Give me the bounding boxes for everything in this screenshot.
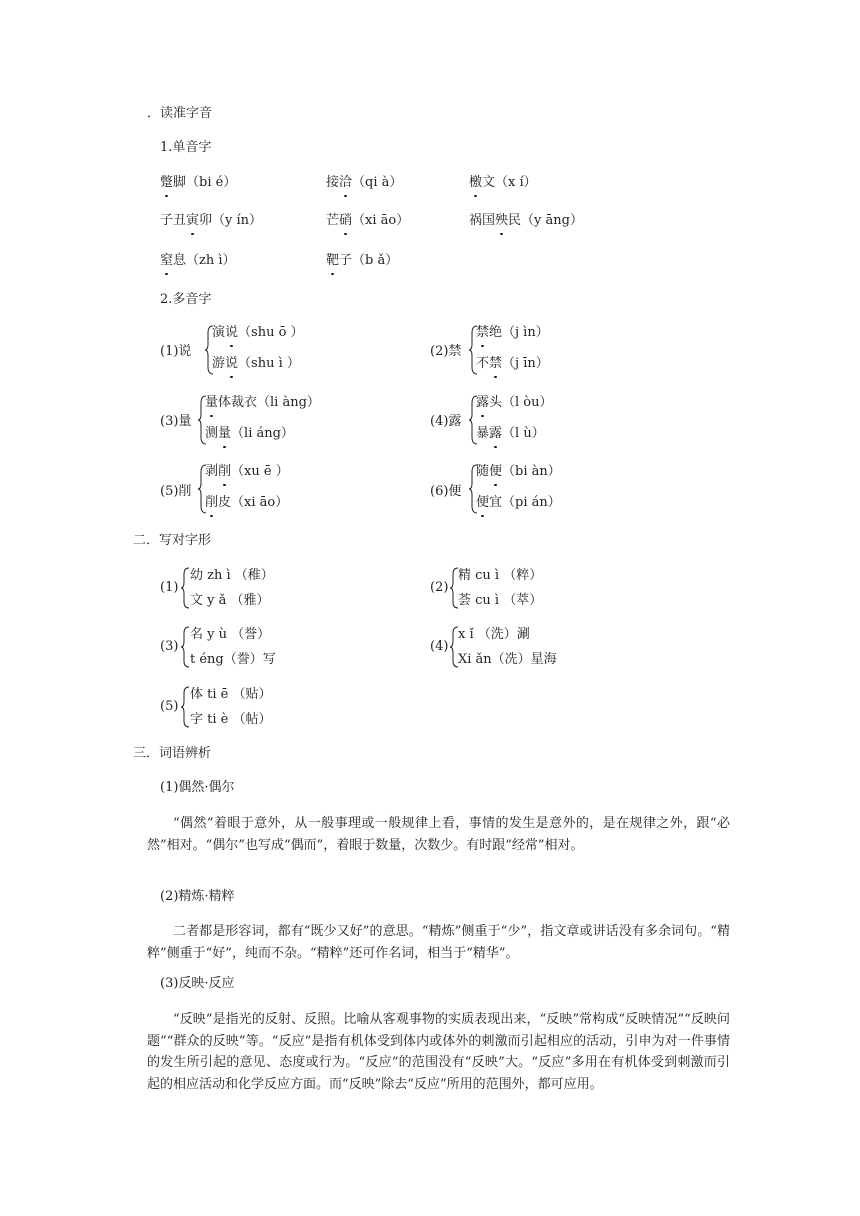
multi-tone-heading: 2.多音字 — [160, 292, 212, 307]
group-item: 剥削（xu ē ） — [205, 464, 289, 479]
single-item: 子丑寅卯（y ín） — [160, 213, 263, 228]
group-item: 体 ti ē （贴） — [190, 687, 272, 702]
group-label: (5) — [160, 699, 179, 714]
single-tone-heading: 1.单音字 — [160, 140, 212, 155]
single-item: 芒硝（xi āo） — [326, 213, 410, 228]
group-item: 演说（shu ō ） — [212, 325, 304, 340]
group-item: 测量（li áng） — [205, 426, 294, 441]
brace-icon — [180, 626, 190, 668]
group-label: (3) — [160, 639, 179, 654]
paragraph: “偶然”着眼于意外，从一般事理或一般规律上看，事情的发生是意外的，是在规律之外，跟“必然”相对。“偶尔”也写成“偶而”，着眼于数量，次数少。有时跟“经常”相对。 — [147, 816, 730, 853]
subheading: (3)反映·反应 — [160, 976, 235, 991]
group-label: (1)说 — [160, 344, 192, 359]
single-item: 檄文（x í） — [469, 175, 537, 190]
section-2-title: 二．写对字形 — [133, 533, 212, 548]
section-3-title: 三．词语辨析 — [133, 746, 212, 761]
subheading: (1)偶然·偶尔 — [160, 780, 235, 795]
group-item: 削皮（xi āo） — [205, 495, 289, 510]
group-label: (4)露 — [430, 414, 462, 429]
brace-icon — [180, 686, 190, 728]
group-label: (2)禁 — [430, 344, 462, 359]
group-item: 暴露（l ù） — [476, 426, 545, 441]
single-item: 接洽（qi à） — [326, 175, 403, 190]
group-item: 字 ti è （帖） — [190, 712, 272, 727]
group-item: 不禁（j īn） — [476, 356, 549, 371]
single-item: 祸国殃民（y āng） — [469, 213, 583, 228]
single-item: 蹩脚（bi é） — [160, 175, 237, 190]
group-item: t éng（誊）写 — [190, 652, 276, 667]
group-item: 随便（bi àn） — [476, 464, 561, 479]
group-label: (2) — [430, 580, 449, 595]
group-item: 精 cu ì （粹） — [458, 568, 543, 583]
group-item: 游说（shu ì ） — [212, 356, 300, 371]
group-label: (6)便 — [430, 484, 462, 499]
brace-icon — [180, 567, 190, 609]
group-item: 荟 cu ì （萃） — [458, 593, 543, 608]
group-item: 露头（l òu） — [476, 395, 553, 410]
group-label: (5)削 — [160, 484, 192, 499]
group-label: (1) — [160, 580, 179, 595]
single-item: 窒息（zh ì） — [160, 253, 236, 268]
single-item: 靶子（b ǎ） — [326, 253, 399, 268]
group-item: 便宜（pi án） — [476, 495, 561, 510]
section-1-title: ．读准字音 — [147, 106, 213, 121]
group-item: Xi ǎn（冼）星海 — [458, 652, 557, 667]
group-item: 名 y ù （誉） — [190, 627, 271, 642]
group-item: 文 y ǎ （雅） — [190, 593, 270, 608]
paragraph: “反映”是指光的反射、反照。比喻从客观事物的实质表现出来，“反映”常构成“反映情况”“反映问题”“群众的反映”等。“反应”是指有机体受到体内或体外的刺激而引起相应的活动，引申为对一件事情的发生所引起的意见、态度或行为。“反应”的范围没有“反映”大。“反应”多用在有机体受到刺激而引起的相应活动和化学反应方面。而“反映”除去“反应”所用的范围外，都可应用。 — [147, 1012, 730, 1092]
group-item: 量体裁衣（li àng） — [205, 395, 320, 410]
paragraph: 二者都是形容词，都有“既少又好”的意思。“精炼”侧重于“少”，指文章或讲话没有多余词句。“精粹”侧重于“好”，纯而不杂。“精粹”还可作名词，相当于“精华”。 — [147, 924, 730, 961]
group-item: x ǐ （洗）涮 — [458, 627, 530, 642]
group-label: (3)量 — [160, 414, 192, 429]
group-item: 禁绝（j ìn） — [476, 325, 549, 340]
group-item: 幼 zh ì （稚） — [190, 568, 274, 583]
subheading: (2)精炼·精粹 — [160, 889, 235, 904]
group-label: (4) — [430, 639, 449, 654]
